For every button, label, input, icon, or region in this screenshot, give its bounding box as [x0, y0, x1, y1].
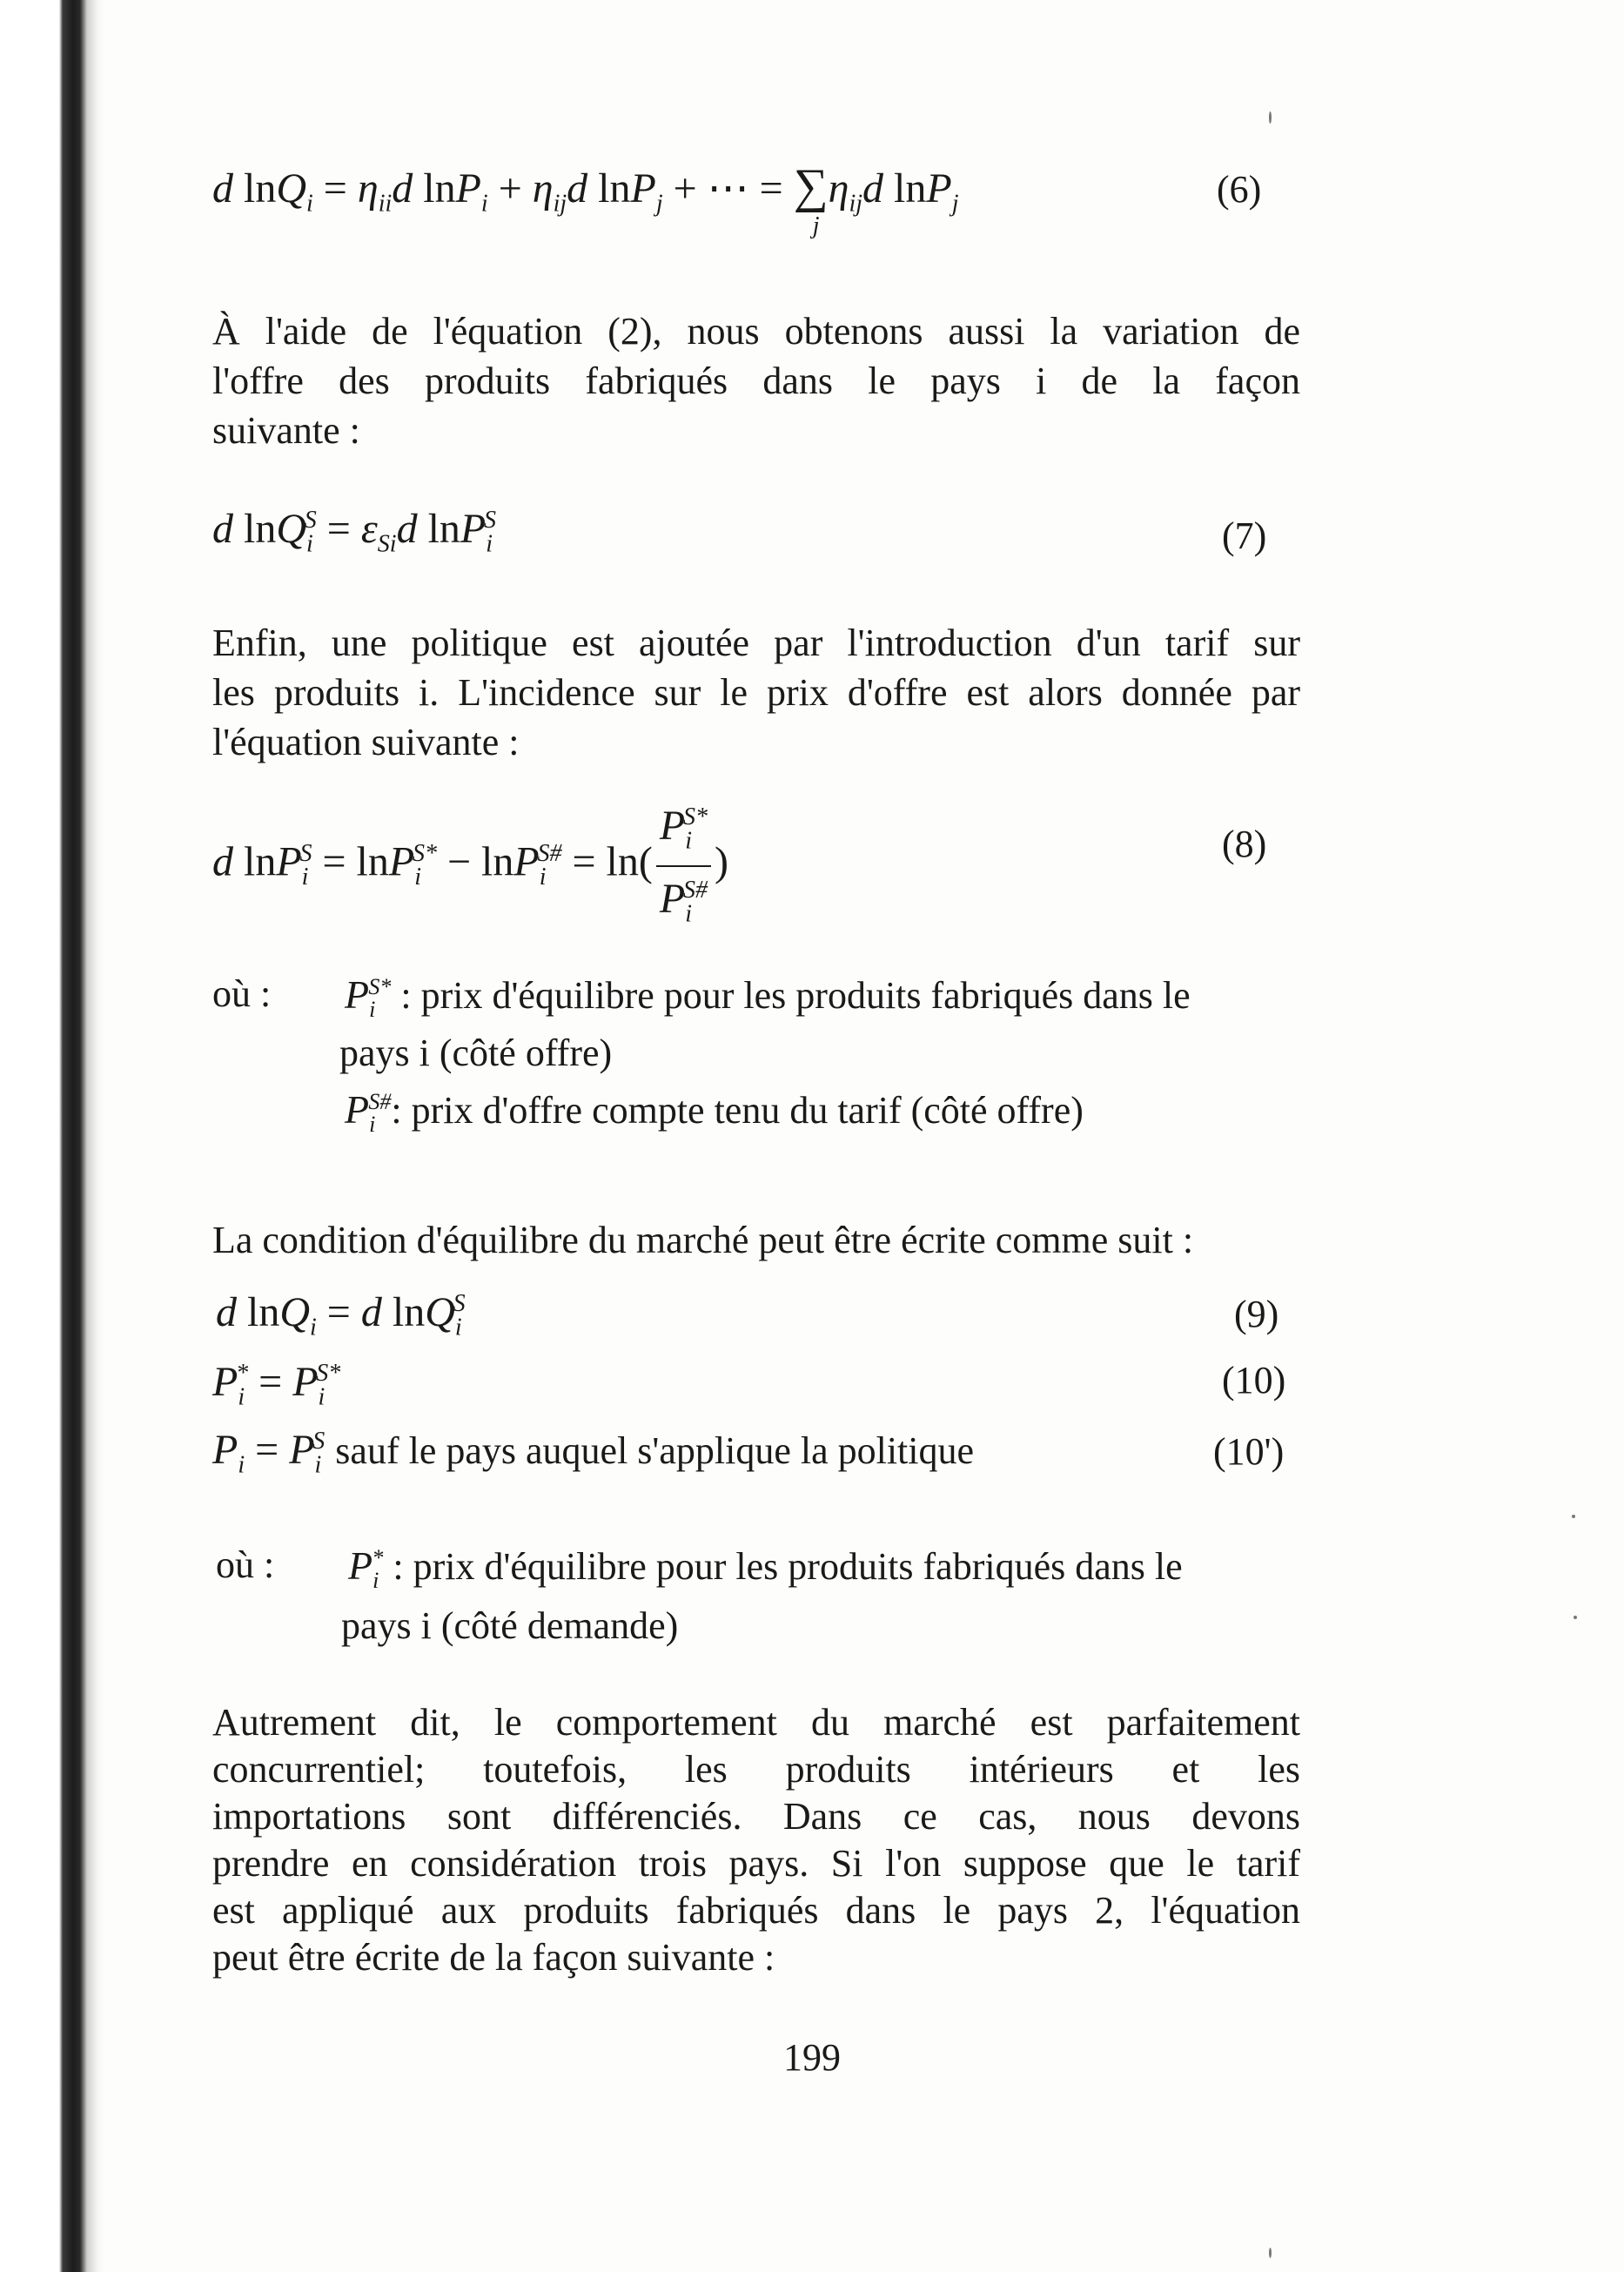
text-line: les produits i. L'incidence sur le prix d'offre est alors donnée par — [212, 671, 1300, 714]
scan-speck — [1269, 2248, 1272, 2258]
equation-7: d $\ln Q_i^S = \varepsilon_{Si}d$ lnP$_i^S$ — [212, 506, 497, 558]
scan-binding-edge — [0, 0, 104, 2272]
text-line: suivante : — [212, 409, 360, 452]
paragraph-three-countries — [212, 1699, 1300, 1981]
scan-speck — [1574, 1616, 1577, 1619]
definition-tariff-supply-price: $P_i^{S\#}$: prix d'offre compte tenu du tarif (côté offre) — [345, 1087, 1084, 1137]
definition-equilibrium-demand-price: $P_i^*$ : prix d'équilibre pour les produits fabriqués dans le — [348, 1543, 1183, 1593]
text-line: peut être écrite de la façon suivante : — [212, 1936, 775, 1979]
text-line: Autrement dit, le comportement du marché est parfaitement — [212, 1701, 1300, 1744]
text-line: prendre en considération trois pays. Si l'on suppose que le tarif — [212, 1842, 1300, 1885]
equation-number-10-prime: (10') — [1213, 1430, 1285, 1473]
paragraph-supply-variation — [212, 306, 1300, 455]
equation-number-9: (9) — [1234, 1293, 1279, 1335]
definition-text: : prix d'équilibre pour les produits fabriqués dans le — [400, 974, 1191, 1017]
equation-10: $P_i^* = P_i^{S*}$ — [212, 1359, 341, 1411]
definition-text: : prix d'offre compte tenu du tarif (côté offre) — [391, 1089, 1084, 1132]
page-number: 199 — [783, 2036, 841, 2079]
equation-number-10: (10) — [1222, 1359, 1286, 1402]
equation-number-7: (7) — [1222, 514, 1267, 557]
definition-text: : prix d'équilibre pour les produits fabriqués dans le — [393, 1545, 1183, 1588]
price-ratio-fraction: $\frac{P_i^{S*}}{P_i^{S\#}}$ — [656, 794, 711, 938]
equation-10-prime: $P_i = P_i^S$ sauf le pays auquel s'applique la politique — [212, 1427, 975, 1479]
equation-6: d $\ln Q_i = \eta_{ii}d$ $\ln P_i + \eta_{ij}d$ lnP$_j$ + ⋯ = ∑ j $\eta_{ij}d$ lnP$_j$ — [212, 159, 959, 239]
definition-continuation: pays i (côté offre) — [339, 1032, 613, 1074]
definition-continuation: pays i (côté demande) — [341, 1604, 679, 1647]
scan-speck — [1269, 111, 1272, 124]
definition-equilibrium-supply-price: $P_i^{S*}$ : prix d'équilibre pour les produits fabriqués dans le — [345, 972, 1191, 1022]
equation-8: d lnP$_i^S$ = lnP$_i^{S*}$ − lnP$_i^{S\#}$ = ln( $\frac{P_i^{S*}}{P_i^{S\#}}$ ) — [212, 794, 728, 938]
text-line: l'équation suivante : — [212, 721, 520, 763]
definition-label: où : — [216, 1543, 275, 1586]
equation-number-6: (6) — [1217, 168, 1262, 211]
text-line: l'offre des produits fabriqués dans le pays i de la façon — [212, 360, 1300, 402]
text-line: est appliqué aux produits fabriqués dans le pays 2, l'équation — [212, 1889, 1300, 1932]
paragraph-tariff-policy — [212, 618, 1300, 767]
equation-number-8: (8) — [1222, 823, 1267, 865]
text-line: Enfin, une politique est ajoutée par l'introduction d'un tarif sur — [212, 622, 1300, 664]
text-line: À l'aide de l'équation (2), nous obtenons aussi la variation de — [212, 310, 1300, 353]
definition-label: où : — [212, 972, 272, 1015]
equation-10-prime-condition: sauf le pays auquel s'applique la politique — [335, 1429, 975, 1472]
scan-speck — [1572, 1515, 1575, 1518]
text-line: importations sont différenciés. Dans ce cas, nous devons — [212, 1795, 1300, 1838]
text-line: concurrentiel; toutefois, les produits intérieurs et les — [212, 1748, 1300, 1791]
paragraph-market-condition: La condition d'équilibre du marché peut être écrite comme suit : — [212, 1219, 1194, 1261]
equation-9: d lnQ$_i$ = d lnQ$_i^S$ — [216, 1289, 466, 1341]
